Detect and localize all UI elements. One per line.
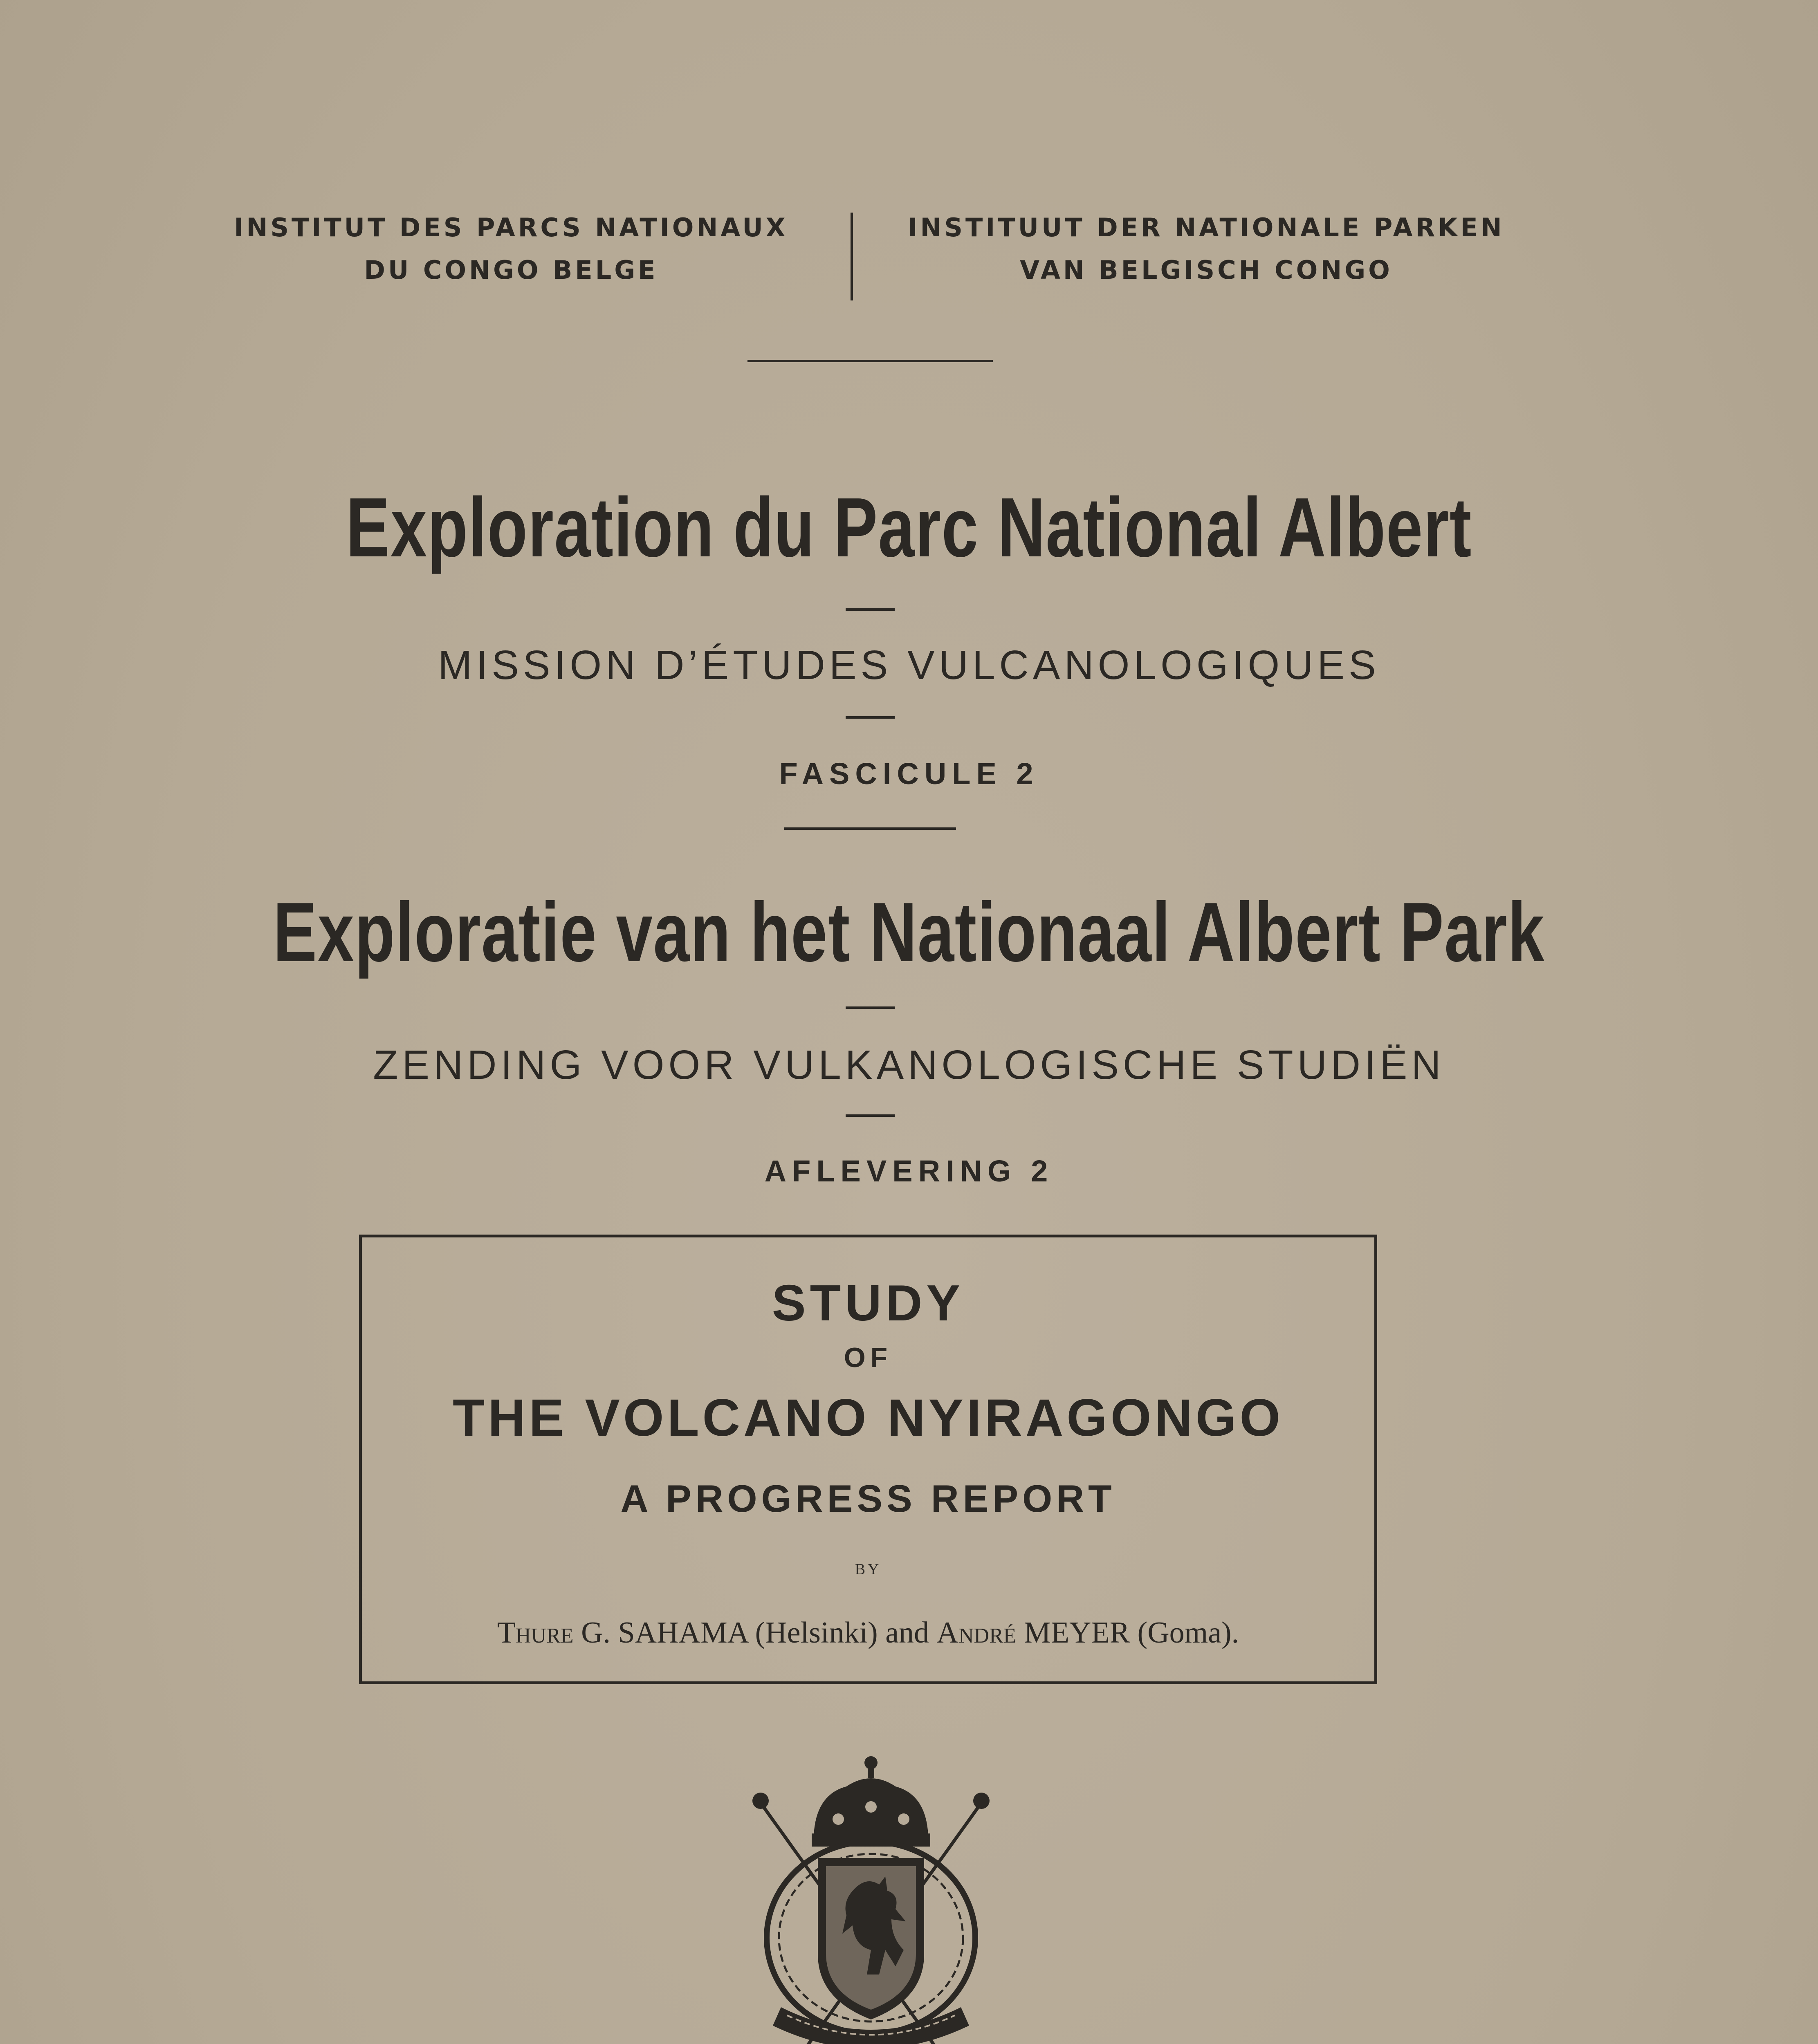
author1-first-name: Thure (497, 1616, 574, 1650)
work-title-line2: OF (844, 1342, 893, 1373)
french-title: Exploration du Parc National Albert (346, 480, 1472, 574)
fascicule-label: FASCICULE 2 (779, 757, 1039, 791)
dutch-title: Exploratie van het Nationaal Albert Park (273, 885, 1545, 979)
dutch-title-rule (846, 1006, 895, 1009)
french-mission: MISSION D’ÉTUDES VULCANOLOGIQUES (438, 642, 1380, 688)
aflevering-label: AFLEVERING 2 (764, 1154, 1054, 1188)
institute-french-line1: INSTITUT DES PARCS NATIONAUX (234, 213, 788, 242)
header-divider (851, 213, 853, 300)
section-rule (784, 827, 956, 830)
french-mission-rule (846, 716, 895, 719)
author2-first-name: André (936, 1616, 1017, 1650)
institute-french-line2: DU CONGO BELGE (364, 255, 658, 285)
institute-dutch (875, 206, 1537, 291)
byline-label: BY (855, 1561, 882, 1578)
work-subtitle: A PROGRESS REPORT (620, 1477, 1116, 1520)
institute-dutch-line2: VAN BELGISCH CONGO (1020, 255, 1393, 285)
title-box (359, 1235, 1377, 1684)
dutch-mission: ZENDING VOOR VULKANOLOGISCHE STUDIËN (373, 1042, 1445, 1088)
institute-dutch-line1: INSTITUUT DER NATIONALE PARKEN (908, 213, 1505, 242)
work-title-line3: THE VOLCANO NYIRAGONGO (452, 1389, 1284, 1447)
author1-rest: G. SAHAMA (Helsinki) and (581, 1616, 929, 1650)
dutch-mission-rule (846, 1114, 895, 1117)
work-title-line1: STUDY (772, 1275, 965, 1331)
institute-french (196, 206, 826, 291)
french-title-rule (846, 608, 895, 611)
author2-rest: MEYER (Goma). (1024, 1616, 1239, 1650)
authors-line (362, 1616, 1374, 1650)
header-rule (747, 360, 993, 362)
belgian-coat-of-arms-icon (744, 1754, 998, 2044)
